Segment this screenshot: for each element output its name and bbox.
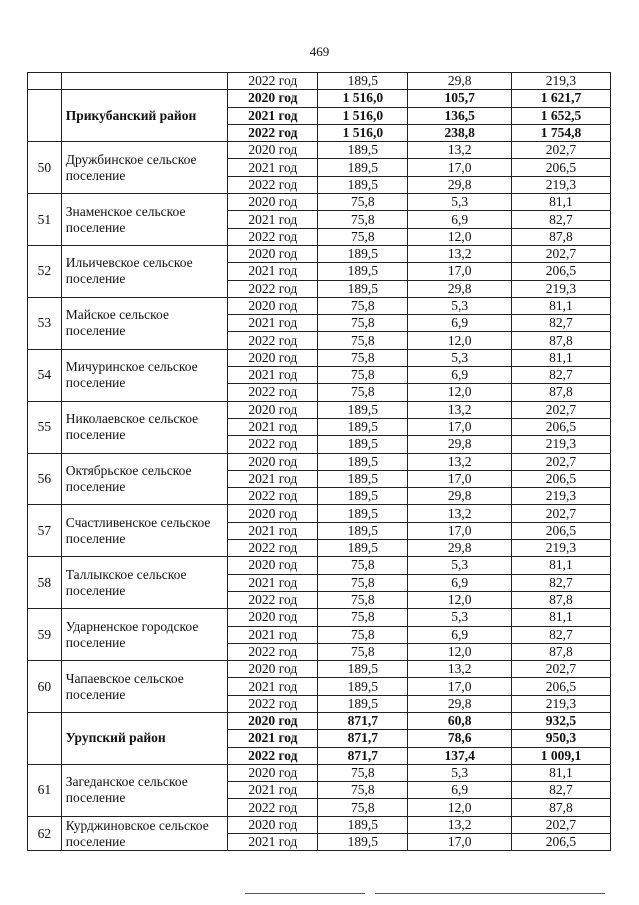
settlement-name: Таллыкское сельское поселение bbox=[61, 557, 228, 609]
year-cell: 2022 год bbox=[228, 695, 318, 712]
table-row bbox=[28, 297, 611, 314]
value-cell-1: 871,7 bbox=[318, 712, 408, 729]
year-cell: 2020 год bbox=[228, 557, 318, 574]
district-total-row bbox=[28, 90, 611, 107]
value-cell-3: 219,3 bbox=[511, 280, 610, 297]
value-cell-1: 1 516,0 bbox=[318, 90, 408, 107]
value-cell-3: 202,7 bbox=[511, 401, 610, 418]
year-cell: 2020 год bbox=[228, 297, 318, 314]
table-row bbox=[28, 142, 611, 159]
table-row bbox=[28, 764, 611, 781]
value-cell-3: 202,7 bbox=[511, 245, 610, 262]
value-cell-3: 81,1 bbox=[511, 764, 610, 781]
footer-rule-left bbox=[245, 893, 365, 894]
value-cell-3: 87,8 bbox=[511, 384, 610, 401]
value-cell-2: 17,0 bbox=[408, 678, 512, 695]
row-number-cell bbox=[28, 90, 62, 142]
value-cell-3: 206,5 bbox=[511, 470, 610, 487]
value-cell-1: 75,8 bbox=[318, 297, 408, 314]
value-cell-1: 75,8 bbox=[318, 799, 408, 816]
year-cell: 2022 год bbox=[228, 591, 318, 608]
year-cell: 2020 год bbox=[228, 142, 318, 159]
value-cell-1: 75,8 bbox=[318, 211, 408, 228]
value-cell-2: 17,0 bbox=[408, 263, 512, 280]
settlement-name: Загеданское сельское поселение bbox=[61, 764, 228, 816]
value-cell-2: 13,2 bbox=[408, 816, 512, 833]
value-cell-2: 136,5 bbox=[408, 107, 512, 124]
year-cell: 2021 год bbox=[228, 626, 318, 643]
year-cell: 2022 год bbox=[228, 228, 318, 245]
value-cell-1: 189,5 bbox=[318, 73, 408, 90]
value-cell-1: 871,7 bbox=[318, 730, 408, 747]
year-cell: 2022 год bbox=[228, 280, 318, 297]
value-cell-2: 29,8 bbox=[408, 488, 512, 505]
year-cell: 2021 год bbox=[228, 107, 318, 124]
value-cell-3: 206,5 bbox=[511, 678, 610, 695]
value-cell-3: 206,5 bbox=[511, 834, 610, 851]
year-cell: 2022 год bbox=[228, 176, 318, 193]
row-number-cell: 62 bbox=[28, 816, 62, 851]
row-number-cell: 51 bbox=[28, 194, 62, 246]
value-cell-2: 105,7 bbox=[408, 90, 512, 107]
value-cell-3: 87,8 bbox=[511, 799, 610, 816]
value-cell-2: 17,0 bbox=[408, 470, 512, 487]
value-cell-3: 1 754,8 bbox=[511, 124, 610, 141]
year-cell: 2022 год bbox=[228, 747, 318, 764]
value-cell-2: 13,2 bbox=[408, 401, 512, 418]
settlement-name: Майское сельское поселение bbox=[61, 297, 228, 349]
value-cell-3: 219,3 bbox=[511, 540, 610, 557]
value-cell-1: 75,8 bbox=[318, 228, 408, 245]
value-cell-1: 75,8 bbox=[318, 643, 408, 660]
value-cell-3: 81,1 bbox=[511, 609, 610, 626]
year-cell: 2021 год bbox=[228, 211, 318, 228]
value-cell-2: 6,9 bbox=[408, 782, 512, 799]
value-cell-3: 219,3 bbox=[511, 436, 610, 453]
value-cell-2: 5,3 bbox=[408, 349, 512, 366]
value-cell-1: 75,8 bbox=[318, 315, 408, 332]
value-cell-1: 189,5 bbox=[318, 816, 408, 833]
row-number-cell: 59 bbox=[28, 609, 62, 661]
value-cell-2: 5,3 bbox=[408, 194, 512, 211]
funding-table bbox=[27, 72, 611, 851]
year-cell: 2021 год bbox=[228, 470, 318, 487]
table-row bbox=[28, 73, 611, 90]
value-cell-1: 189,5 bbox=[318, 834, 408, 851]
value-cell-1: 75,8 bbox=[318, 782, 408, 799]
value-cell-2: 12,0 bbox=[408, 384, 512, 401]
value-cell-3: 202,7 bbox=[511, 505, 610, 522]
value-cell-2: 5,3 bbox=[408, 297, 512, 314]
row-number-cell: 58 bbox=[28, 557, 62, 609]
value-cell-1: 75,8 bbox=[318, 591, 408, 608]
value-cell-3: 219,3 bbox=[511, 488, 610, 505]
value-cell-2: 12,0 bbox=[408, 591, 512, 608]
settlement-name: Счастливенское сельское поселение bbox=[61, 505, 228, 557]
year-cell: 2020 год bbox=[228, 194, 318, 211]
year-cell: 2021 год bbox=[228, 418, 318, 435]
value-cell-3: 1 652,5 bbox=[511, 107, 610, 124]
value-cell-2: 6,9 bbox=[408, 367, 512, 384]
value-cell-2: 29,8 bbox=[408, 436, 512, 453]
district-name: Прикубанский район bbox=[61, 90, 228, 142]
table-row bbox=[28, 661, 611, 678]
settlement-name: Октябрьское сельское поселение bbox=[61, 453, 228, 505]
row-number-cell: 53 bbox=[28, 297, 62, 349]
year-cell: 2022 год bbox=[228, 384, 318, 401]
value-cell-1: 75,8 bbox=[318, 764, 408, 781]
value-cell-2: 17,0 bbox=[408, 522, 512, 539]
table-row bbox=[28, 505, 611, 522]
year-cell: 2022 год bbox=[228, 643, 318, 660]
value-cell-3: 82,7 bbox=[511, 574, 610, 591]
year-cell: 2022 год bbox=[228, 73, 318, 90]
year-cell: 2020 год bbox=[228, 609, 318, 626]
value-cell-2: 60,8 bbox=[408, 712, 512, 729]
year-cell: 2020 год bbox=[228, 505, 318, 522]
value-cell-1: 871,7 bbox=[318, 747, 408, 764]
value-cell-2: 12,0 bbox=[408, 643, 512, 660]
value-cell-3: 87,8 bbox=[511, 228, 610, 245]
value-cell-1: 189,5 bbox=[318, 142, 408, 159]
value-cell-3: 82,7 bbox=[511, 367, 610, 384]
value-cell-3: 81,1 bbox=[511, 297, 610, 314]
row-number-cell bbox=[28, 712, 62, 764]
value-cell-3: 206,5 bbox=[511, 418, 610, 435]
settlement-name: Дружбинское сельское поселение bbox=[61, 142, 228, 194]
value-cell-2: 6,9 bbox=[408, 211, 512, 228]
year-cell: 2020 год bbox=[228, 349, 318, 366]
year-cell: 2021 год bbox=[228, 730, 318, 747]
value-cell-1: 189,5 bbox=[318, 453, 408, 470]
value-cell-3: 932,5 bbox=[511, 712, 610, 729]
row-number-cell bbox=[28, 73, 62, 90]
year-cell: 2022 год bbox=[228, 799, 318, 816]
row-number-cell: 50 bbox=[28, 142, 62, 194]
value-cell-1: 189,5 bbox=[318, 678, 408, 695]
value-cell-2: 17,0 bbox=[408, 159, 512, 176]
year-cell: 2021 год bbox=[228, 574, 318, 591]
value-cell-1: 189,5 bbox=[318, 159, 408, 176]
value-cell-3: 82,7 bbox=[511, 315, 610, 332]
settlement-name: Курджиновское сельское поселение bbox=[61, 816, 228, 851]
value-cell-1: 1 516,0 bbox=[318, 107, 408, 124]
settlement-name: Ильичевское сельское поселение bbox=[61, 245, 228, 297]
year-cell: 2021 год bbox=[228, 263, 318, 280]
value-cell-2: 6,9 bbox=[408, 315, 512, 332]
year-cell: 2020 год bbox=[228, 712, 318, 729]
value-cell-2: 17,0 bbox=[408, 834, 512, 851]
row-number-cell: 57 bbox=[28, 505, 62, 557]
year-cell: 2021 год bbox=[228, 522, 318, 539]
value-cell-3: 219,3 bbox=[511, 73, 610, 90]
value-cell-1: 75,8 bbox=[318, 332, 408, 349]
value-cell-1: 189,5 bbox=[318, 263, 408, 280]
settlement-name: Ударненское городское поселение bbox=[61, 609, 228, 661]
value-cell-2: 17,0 bbox=[408, 418, 512, 435]
year-cell: 2021 год bbox=[228, 782, 318, 799]
value-cell-1: 75,8 bbox=[318, 349, 408, 366]
row-number-cell: 55 bbox=[28, 401, 62, 453]
value-cell-3: 202,7 bbox=[511, 142, 610, 159]
table-row bbox=[28, 349, 611, 366]
year-cell: 2022 год bbox=[228, 436, 318, 453]
year-cell: 2021 год bbox=[228, 678, 318, 695]
value-cell-2: 12,0 bbox=[408, 332, 512, 349]
value-cell-3: 219,3 bbox=[511, 176, 610, 193]
value-cell-3: 202,7 bbox=[511, 661, 610, 678]
value-cell-2: 12,0 bbox=[408, 799, 512, 816]
district-total-row bbox=[28, 712, 611, 729]
value-cell-3: 87,8 bbox=[511, 643, 610, 660]
value-cell-2: 13,2 bbox=[408, 505, 512, 522]
settlement-name: Чапаевское сельское поселение bbox=[61, 661, 228, 713]
value-cell-1: 189,5 bbox=[318, 280, 408, 297]
value-cell-1: 75,8 bbox=[318, 367, 408, 384]
value-cell-1: 189,5 bbox=[318, 540, 408, 557]
value-cell-1: 75,8 bbox=[318, 574, 408, 591]
year-cell: 2020 год bbox=[228, 401, 318, 418]
value-cell-1: 75,8 bbox=[318, 557, 408, 574]
value-cell-3: 87,8 bbox=[511, 332, 610, 349]
value-cell-1: 75,8 bbox=[318, 194, 408, 211]
page-number: 469 bbox=[309, 44, 330, 59]
value-cell-2: 6,9 bbox=[408, 626, 512, 643]
year-cell: 2022 год bbox=[228, 488, 318, 505]
year-cell: 2020 год bbox=[228, 816, 318, 833]
value-cell-3: 1 621,7 bbox=[511, 90, 610, 107]
year-cell: 2020 год bbox=[228, 661, 318, 678]
value-cell-2: 5,3 bbox=[408, 764, 512, 781]
value-cell-2: 13,2 bbox=[408, 142, 512, 159]
table-row bbox=[28, 401, 611, 418]
value-cell-3: 82,7 bbox=[511, 211, 610, 228]
settlement-name: Николаевское сельское поселение bbox=[61, 401, 228, 453]
row-number-cell: 61 bbox=[28, 764, 62, 816]
year-cell: 2021 год bbox=[228, 367, 318, 384]
value-cell-1: 75,8 bbox=[318, 626, 408, 643]
value-cell-1: 189,5 bbox=[318, 470, 408, 487]
table-row bbox=[28, 245, 611, 262]
value-cell-2: 13,2 bbox=[408, 661, 512, 678]
value-cell-2: 13,2 bbox=[408, 245, 512, 262]
year-cell: 2020 год bbox=[228, 764, 318, 781]
value-cell-3: 950,3 bbox=[511, 730, 610, 747]
value-cell-1: 189,5 bbox=[318, 436, 408, 453]
value-cell-2: 13,2 bbox=[408, 453, 512, 470]
value-cell-1: 75,8 bbox=[318, 609, 408, 626]
value-cell-3: 82,7 bbox=[511, 782, 610, 799]
value-cell-3: 202,7 bbox=[511, 816, 610, 833]
table-row bbox=[28, 816, 611, 833]
value-cell-1: 189,5 bbox=[318, 418, 408, 435]
value-cell-2: 5,3 bbox=[408, 609, 512, 626]
value-cell-3: 206,5 bbox=[511, 522, 610, 539]
year-cell: 2021 год bbox=[228, 834, 318, 851]
value-cell-2: 78,6 bbox=[408, 730, 512, 747]
year-cell: 2022 год bbox=[228, 332, 318, 349]
settlement-name: Мичуринское сельское поселение bbox=[61, 349, 228, 401]
row-number-cell: 54 bbox=[28, 349, 62, 401]
value-cell-3: 202,7 bbox=[511, 453, 610, 470]
value-cell-3: 81,1 bbox=[511, 349, 610, 366]
value-cell-2: 5,3 bbox=[408, 557, 512, 574]
value-cell-3: 81,1 bbox=[511, 194, 610, 211]
value-cell-1: 189,5 bbox=[318, 505, 408, 522]
year-cell: 2020 год bbox=[228, 453, 318, 470]
footer-rule-right bbox=[375, 893, 605, 894]
value-cell-3: 87,8 bbox=[511, 591, 610, 608]
year-cell: 2022 год bbox=[228, 124, 318, 141]
value-cell-1: 189,5 bbox=[318, 176, 408, 193]
value-cell-1: 189,5 bbox=[318, 245, 408, 262]
table-row bbox=[28, 557, 611, 574]
value-cell-2: 29,8 bbox=[408, 73, 512, 90]
value-cell-2: 29,8 bbox=[408, 695, 512, 712]
year-cell: 2020 год bbox=[228, 90, 318, 107]
row-number-cell: 56 bbox=[28, 453, 62, 505]
value-cell-1: 189,5 bbox=[318, 522, 408, 539]
value-cell-3: 82,7 bbox=[511, 626, 610, 643]
table-row bbox=[28, 453, 611, 470]
value-cell-2: 29,8 bbox=[408, 176, 512, 193]
table-row bbox=[28, 194, 611, 211]
value-cell-3: 1 009,1 bbox=[511, 747, 610, 764]
value-cell-1: 75,8 bbox=[318, 384, 408, 401]
value-cell-2: 29,8 bbox=[408, 540, 512, 557]
row-number-cell: 52 bbox=[28, 245, 62, 297]
value-cell-3: 206,5 bbox=[511, 263, 610, 280]
value-cell-3: 206,5 bbox=[511, 159, 610, 176]
value-cell-1: 189,5 bbox=[318, 488, 408, 505]
value-cell-3: 81,1 bbox=[511, 557, 610, 574]
value-cell-2: 238,8 bbox=[408, 124, 512, 141]
year-cell: 2021 год bbox=[228, 159, 318, 176]
value-cell-1: 1 516,0 bbox=[318, 124, 408, 141]
value-cell-3: 219,3 bbox=[511, 695, 610, 712]
value-cell-1: 189,5 bbox=[318, 401, 408, 418]
table-row bbox=[28, 609, 611, 626]
value-cell-2: 29,8 bbox=[408, 280, 512, 297]
value-cell-2: 137,4 bbox=[408, 747, 512, 764]
district-name: Урупский район bbox=[61, 712, 228, 764]
row-number-cell: 60 bbox=[28, 661, 62, 713]
value-cell-1: 189,5 bbox=[318, 661, 408, 678]
settlement-name: Знаменское сельское поселение bbox=[61, 194, 228, 246]
value-cell-1: 189,5 bbox=[318, 695, 408, 712]
value-cell-2: 12,0 bbox=[408, 228, 512, 245]
year-cell: 2020 год bbox=[228, 245, 318, 262]
value-cell-2: 6,9 bbox=[408, 574, 512, 591]
row-name-cell bbox=[61, 73, 228, 90]
year-cell: 2022 год bbox=[228, 540, 318, 557]
year-cell: 2021 год bbox=[228, 315, 318, 332]
